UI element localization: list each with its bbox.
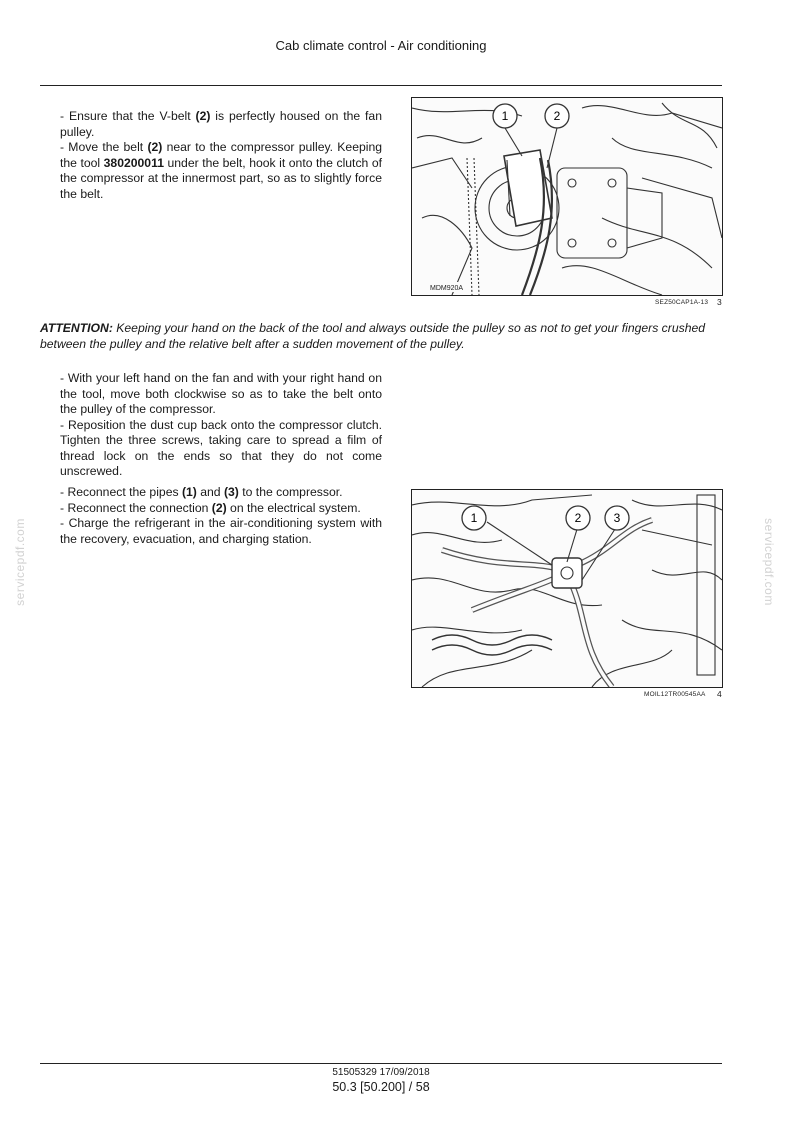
attention-note (40, 320, 730, 352)
reference-number: (1) (181, 485, 197, 499)
figure-4-illustration (411, 489, 723, 688)
text-segment: to the compressor. (238, 485, 343, 499)
figure-3-code: SEZ50CAP1A-13 (655, 299, 709, 306)
figure-3-callout-2: 2 (553, 109, 561, 123)
text-segment: is perfectly housed on the fan pulley. (60, 109, 382, 139)
text-segment: under the belt, hook it onto the clutch of the compressor at the innermost part, so as to slightly force the belt. (60, 155, 382, 201)
figure-3-inner-label: MDM920A (430, 285, 464, 292)
instruction-charge-refrigerant: - Charge the refrigerant in the air-conditioning system with the recovery, evacuation, and charging station. (60, 516, 382, 546)
figure-4-callout-1: 1 (470, 511, 478, 525)
instruction-reconnect-pipes (60, 485, 382, 501)
footer-divider (40, 1063, 722, 1064)
figure-4-callout-3: 3 (613, 511, 621, 525)
reference-number: (2) (211, 500, 227, 515)
figure-4-callout-2: 2 (574, 511, 582, 525)
text-segment: - Move the belt (60, 140, 148, 154)
footer-page-number: 50.3 [50.200] / 58 (332, 1080, 430, 1094)
text-segment: and (196, 485, 224, 499)
text-segment: on the electrical system. (226, 500, 361, 515)
watermark-right: servicepdf.com (761, 518, 776, 606)
instruction-move-clockwise: - With your left hand on the fan and with your right hand on the tool, move both clockwise so as to take the belt onto the pulley of the compressor. (60, 371, 382, 416)
figure-3-number: 3 (717, 297, 722, 307)
instruction-reconnect-connection (60, 501, 382, 517)
text-segment: near to the compressor pulley. Keeping the tool (60, 140, 383, 170)
instruction-belt-housed (60, 109, 382, 140)
instruction-reposition-dust-cup: - Reposition the dust cup back onto the compressor clutch. Tighten the three screws, taking care to spread a film of thread lock on the ends so that they do not come unscrewed. (60, 417, 382, 478)
watermark-left: servicepdf.com (12, 518, 27, 606)
tool-number: 380200011 (103, 155, 164, 170)
attention-label: ATTENTION: (40, 321, 113, 335)
figure-4-number: 4 (717, 689, 722, 699)
instruction-block-1 (60, 109, 382, 202)
figure-4-drawing (412, 490, 722, 687)
text-segment: - Ensure that the V-belt (60, 109, 196, 123)
footer-document-code: 51505329 17/09/2018 (332, 1067, 430, 1078)
reference-number: (2) (195, 109, 211, 123)
text-segment: - Reconnect the pipes (60, 485, 182, 499)
attention-text: Keeping your hand on the back of the tool and always outside the pulley so as not to get your fingers crushed between the pulley and the relative belt after a sudden movement of the pulley. (40, 321, 706, 351)
reference-number: (3) (223, 485, 239, 499)
figure-3-drawing (412, 98, 722, 295)
header-divider (40, 85, 722, 86)
instruction-block-2 (60, 371, 382, 480)
figure-3-illustration (411, 97, 723, 296)
instruction-block-3 (60, 485, 382, 547)
figure-4-code: MOIL12TR00545AA (644, 691, 706, 698)
page-header-title: Cab climate control - Air conditioning (275, 38, 487, 53)
instruction-move-belt (60, 140, 382, 202)
figure-3-callout-1: 1 (501, 109, 509, 123)
text-segment: - Reconnect the connection (60, 500, 212, 515)
reference-number: (2) (147, 140, 163, 154)
